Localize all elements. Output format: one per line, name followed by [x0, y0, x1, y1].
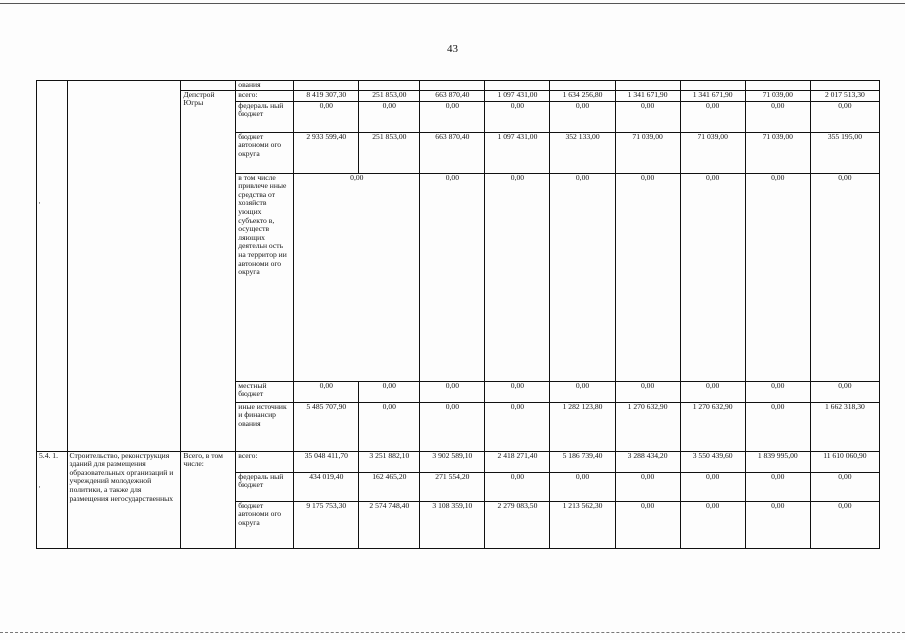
value-cell: 663 870,40 — [420, 132, 485, 173]
value-cell: 3 251 882,10 — [359, 451, 420, 472]
responsible-cell: Депстрой Югры — [181, 90, 236, 451]
page-number: 43 — [447, 43, 458, 55]
value-cell: 5 485 707,90 — [294, 402, 359, 451]
value-cell: 2 418 271,40 — [485, 451, 550, 472]
value-cell: 0,00 — [745, 472, 810, 501]
value-cell: 0,00 — [615, 173, 680, 381]
value-cell: 0,00 — [294, 173, 420, 381]
value-cell: 355 195,00 — [810, 132, 879, 173]
value-cell: 0,00 — [810, 472, 879, 501]
row-label: ования — [236, 81, 294, 91]
value-cell: 2 933 599,40 — [294, 132, 359, 173]
row-label: федераль ный бюджет — [236, 472, 294, 501]
value-cell: 0,00 — [550, 101, 615, 132]
value-cell: 0,00 — [420, 101, 485, 132]
value-cell: 0,00 — [485, 101, 550, 132]
value-cell: 71 039,00 — [745, 90, 810, 101]
row-label: всего: — [236, 90, 294, 101]
value-cell: 35 048 411,70 — [294, 451, 359, 472]
value-cell: 3 550 439,60 — [680, 451, 745, 472]
row-number-cell — [37, 81, 68, 452]
table-row — [37, 451, 880, 472]
value-cell: 0,00 — [745, 173, 810, 381]
value-cell: 0,00 — [550, 381, 615, 402]
value-cell: 11 610 060,90 — [810, 451, 879, 472]
value-cell: 0,00 — [745, 101, 810, 132]
margin-mark: · — [38, 482, 41, 492]
top-border-line — [0, 3, 905, 4]
value-cell — [359, 81, 420, 91]
value-cell: 9 175 753,30 — [294, 501, 359, 548]
value-cell: 71 039,00 — [680, 132, 745, 173]
value-cell: 0,00 — [680, 101, 745, 132]
value-cell: 0,00 — [359, 381, 420, 402]
financing-table — [36, 80, 880, 549]
value-cell: 0,00 — [745, 381, 810, 402]
value-cell — [680, 81, 745, 91]
row-label: в том числе привлече нные средства от хозяйств ующих субъекто в, осуществ ляющих деятельн ость на территор ии автономи ого округа — [236, 173, 294, 381]
value-cell: 1 213 562,30 — [550, 501, 615, 548]
value-cell: 1 097 431,00 — [485, 90, 550, 101]
value-cell: 271 554,20 — [420, 472, 485, 501]
value-cell: 0,00 — [680, 173, 745, 381]
value-cell: 1 270 632,90 — [615, 402, 680, 451]
value-cell — [810, 81, 879, 91]
value-cell: 0,00 — [810, 501, 879, 548]
value-cell — [550, 81, 615, 91]
row-label: местный бюджет — [236, 381, 294, 402]
value-cell — [485, 81, 550, 91]
value-cell: 0,00 — [485, 472, 550, 501]
value-cell: 1 270 632,90 — [680, 402, 745, 451]
value-cell: 0,00 — [745, 402, 810, 451]
value-cell: 1 341 671,90 — [615, 90, 680, 101]
measure-name-cell: Строительство, реконструкция зданий для размещения образовательных организаций и учреждений молодежной политики, а также для размещения негосударственных — [67, 451, 181, 548]
value-cell: 1 662 318,30 — [810, 402, 879, 451]
value-cell: 3 288 434,20 — [615, 451, 680, 472]
value-cell: 0,00 — [550, 173, 615, 381]
value-cell: 0,00 — [294, 101, 359, 132]
value-cell — [420, 81, 485, 91]
value-cell — [294, 81, 359, 91]
value-cell: 0,00 — [745, 501, 810, 548]
value-cell: 0,00 — [680, 381, 745, 402]
value-cell: 0,00 — [615, 472, 680, 501]
empty-cell — [181, 81, 236, 91]
value-cell: 3 108 359,10 — [420, 501, 485, 548]
value-cell: 352 133,00 — [550, 132, 615, 173]
value-cell — [745, 81, 810, 91]
value-cell: 0,00 — [420, 402, 485, 451]
row-label: бюджет автономи ого округа — [236, 501, 294, 548]
value-cell: 0,00 — [615, 381, 680, 402]
value-cell: 0,00 — [485, 381, 550, 402]
row-label: всего: — [236, 451, 294, 472]
value-cell: 0,00 — [680, 472, 745, 501]
value-cell: 2 574 748,40 — [359, 501, 420, 548]
value-cell: 0,00 — [359, 402, 420, 451]
row-number-cell: 5.4. 1. — [37, 451, 68, 548]
value-cell: 71 039,00 — [745, 132, 810, 173]
value-cell: 0,00 — [615, 501, 680, 548]
margin-mark: · — [38, 198, 41, 208]
value-cell: 0,00 — [550, 472, 615, 501]
value-cell: 0,00 — [615, 101, 680, 132]
measure-name-cell — [67, 81, 181, 452]
value-cell: 0,00 — [420, 173, 485, 381]
value-cell: 1 634 256,80 — [550, 90, 615, 101]
value-cell: 0,00 — [810, 101, 879, 132]
value-cell: 251 853,00 — [359, 90, 420, 101]
value-cell: 0,00 — [810, 173, 879, 381]
value-cell: 0,00 — [485, 173, 550, 381]
value-cell: 2 017 513,30 — [810, 90, 879, 101]
row-label: иные источник и финансир ования — [236, 402, 294, 451]
value-cell: 0,00 — [485, 402, 550, 451]
value-cell: 663 870,40 — [420, 90, 485, 101]
value-cell: 3 902 589,10 — [420, 451, 485, 472]
responsible-cell: Всего, в том числе: — [181, 451, 236, 548]
value-cell: 5 186 739,40 — [550, 451, 615, 472]
value-cell: 1 341 671,90 — [680, 90, 745, 101]
value-cell: 0,00 — [680, 501, 745, 548]
bottom-border-line — [0, 632, 905, 633]
value-cell: 0,00 — [420, 381, 485, 402]
value-cell: 0,00 — [359, 101, 420, 132]
row-label: федераль ный бюджет — [236, 101, 294, 132]
value-cell: 1 839 995,00 — [745, 451, 810, 472]
value-cell: 0,00 — [810, 381, 879, 402]
row-label: бюджет автономи ого округа — [236, 132, 294, 173]
table-row — [37, 81, 880, 91]
value-cell: 251 853,00 — [359, 132, 420, 173]
value-cell: 162 465,20 — [359, 472, 420, 501]
value-cell: 434 019,40 — [294, 472, 359, 501]
value-cell: 8 419 307,30 — [294, 90, 359, 101]
value-cell: 2 279 083,50 — [485, 501, 550, 548]
value-cell — [615, 81, 680, 91]
value-cell: 1 097 431,00 — [485, 132, 550, 173]
value-cell: 1 282 123,80 — [550, 402, 615, 451]
value-cell: 0,00 — [294, 381, 359, 402]
value-cell: 71 039,00 — [615, 132, 680, 173]
